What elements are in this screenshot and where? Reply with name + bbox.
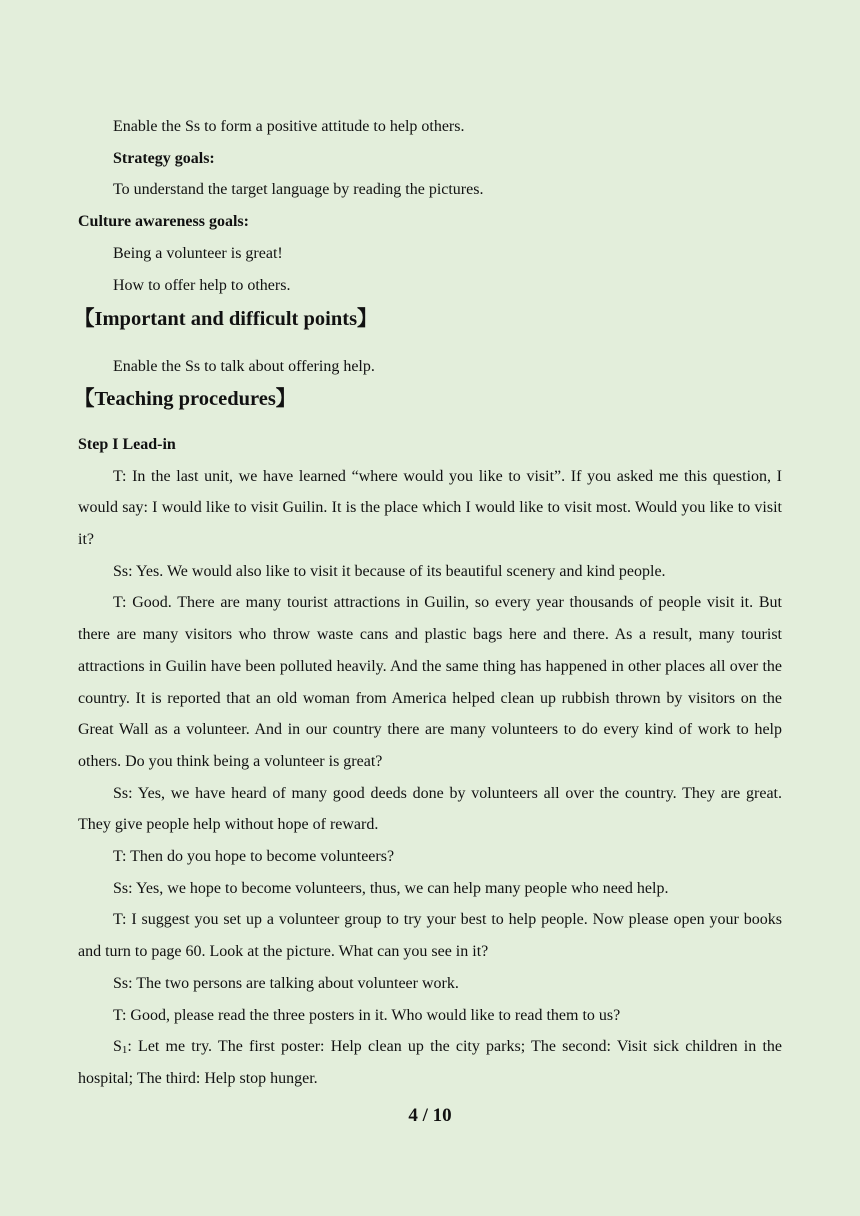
dialogue-paragraph: T: I suggest you set up a volunteer group to try your best to help people. Now please open your books and turn to page 60. Look at the picture. What can you see in it? [78, 911, 782, 961]
culture-goals-heading: Culture awareness goals: [78, 213, 249, 231]
page-number: 4 / 10 [408, 1105, 452, 1126]
culture-goal-text-2: How to offer help to others. [113, 276, 291, 294]
dialogue-paragraph: T: Then do you hope to become volunteers? [113, 848, 395, 866]
teaching-procedures-heading: 【Teaching procedures】 [74, 387, 297, 410]
step-title: Step I Lead-in [78, 435, 176, 453]
dialogue-paragraph: T: Good. There are many tourist attractions in Guilin, so every year thousands of people visit it. But there are many visitors who throw waste cans and plastic bags here and there. As a result, many tourist attractions in Guilin have been polluted heavily. And the same thing has happened in other places all over the country. It is reported that an old woman from America helped clean up rubbish thrown by visitors on the Great Wall as a volunteer. And in our country there are many volunteers to do every kind of work to help others. Do you think being a volunteer is great? [78, 594, 782, 770]
emotion-goal-text: Enable the Ss to form a positive attitude to help others. [113, 118, 465, 135]
dialogue-paragraph: Ss: Yes, we hope to become volunteers, thus, we can help many people who need help. [113, 879, 669, 897]
important-points-heading: 【Important and difficult points】 [74, 308, 378, 331]
dialogue-paragraph: T: Good, please read the three posters in it. Who would like to read them to us? [113, 1006, 621, 1024]
strategy-goal-text: To understand the target language by reading the pictures. [113, 181, 484, 199]
speaker-label: S [113, 1038, 122, 1056]
speaker-subscript: 1 [121, 1044, 128, 1057]
dialogue-paragraph: Ss: Yes, we have heard of many good deeds done by volunteers all over the country. They are great. They give people help without hope of reward. [78, 784, 782, 834]
culture-goal-text-1: Being a volunteer is great! [113, 244, 283, 262]
dialogue-text: : Let me try. The first poster: Help clean up the city parks; The second: Visit sick children in the hospital; The third: Help stop hunger. [78, 1038, 782, 1087]
dialogue-paragraph: Ss: The two persons are talking about volunteer work. [113, 974, 459, 992]
dialogue-paragraph [78, 1031, 782, 1094]
important-points-text: Enable the Ss to talk about offering help. [113, 358, 375, 376]
dialogue-paragraph: Ss: Yes. We would also like to visit it because of its beautiful scenery and kind people. [113, 562, 666, 580]
dialogue-paragraph: T: In the last unit, we have learned “where would you like to visit”. If you asked me this question, I would say: I would like to visit Guilin. It is the place which I would like to visit most. Would you like to visit it? [78, 467, 782, 549]
strategy-goals-heading: Strategy goals: [113, 149, 215, 167]
page-content [74, 111, 782, 1095]
